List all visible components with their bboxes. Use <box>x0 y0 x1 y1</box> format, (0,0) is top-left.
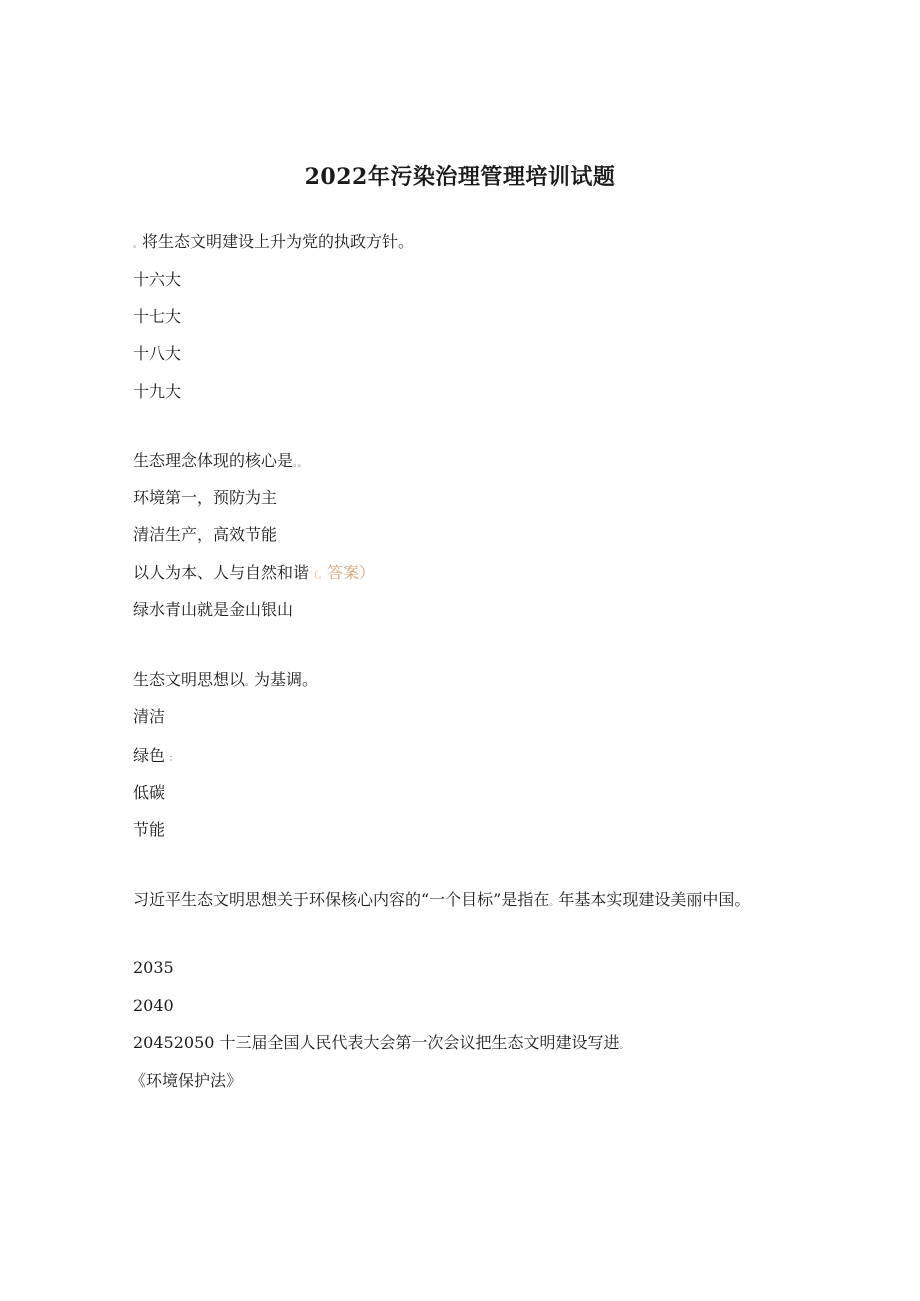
question-3-stem <box>133 670 318 693</box>
blank-mark: 。 <box>549 898 559 908</box>
answer-mark-prefix: （。 <box>309 571 328 581</box>
question-4-merged-line <box>133 1033 629 1056</box>
question-3-text-a: 生态文明思想以 <box>133 670 246 689</box>
question-2-option-a: 环境第一，预防为主 <box>133 488 278 507</box>
question-2-option-c-text: 以人为本、人与自然和谐 <box>133 563 310 582</box>
question-3-text-b: 为基调。 <box>254 670 319 689</box>
question-1-option-b: 十七大 <box>133 307 182 326</box>
question-3-option-b <box>133 746 178 769</box>
question-3-option-a: 清洁 <box>133 707 166 726</box>
question-3-option-c: 低碳 <box>133 783 166 802</box>
question-4-option-a: 2035 <box>133 958 174 977</box>
question-4-text-b: 年基本实现建设美丽中国。 <box>558 890 751 909</box>
question-3-option-d: 节能 <box>133 820 166 839</box>
question-5-option-a: 《环境保护法》 <box>130 1071 243 1090</box>
question-1-option-a: 十六大 <box>133 270 182 289</box>
question-3-option-b-text: 绿色 <box>133 746 166 765</box>
question-2-option-d: 绿水青山就是金山银山 <box>133 600 294 619</box>
question-2-option-b: 清洁生产，高效节能 <box>133 525 278 544</box>
blank-mark: 。 <box>245 678 255 688</box>
question-2-stem <box>133 451 307 474</box>
question-2-option-c <box>133 563 375 586</box>
question-1-option-c: 十八大 <box>133 344 182 363</box>
question-1-stem <box>133 232 414 255</box>
option-mark: ： <box>169 754 179 764</box>
question-1-option-d: 十九大 <box>133 382 182 401</box>
question-4-stem <box>133 884 783 919</box>
question-1-text: 将生态文明建设上升为党的执政方针。 <box>142 232 415 251</box>
question-2-text: 生态理念体现的核心是 <box>133 451 294 470</box>
answer-mark: 答案） <box>327 563 376 582</box>
question-4-text-a: 习近平生态文明思想关于环保核心内容的“一个目标”是指在 <box>133 890 550 909</box>
merged-line-text: 20452050 十三届全国人民代表大会第一次会议把生态文明建设写进 <box>133 1033 620 1052</box>
question-4-option-b: 2040 <box>133 996 174 1015</box>
blank-mark: 。。 <box>293 459 307 469</box>
blank-mark: 。 <box>619 1041 629 1051</box>
blank-mark: 。 <box>133 240 143 250</box>
document-title: 2022年污染治理管理培训试题 <box>304 164 616 190</box>
